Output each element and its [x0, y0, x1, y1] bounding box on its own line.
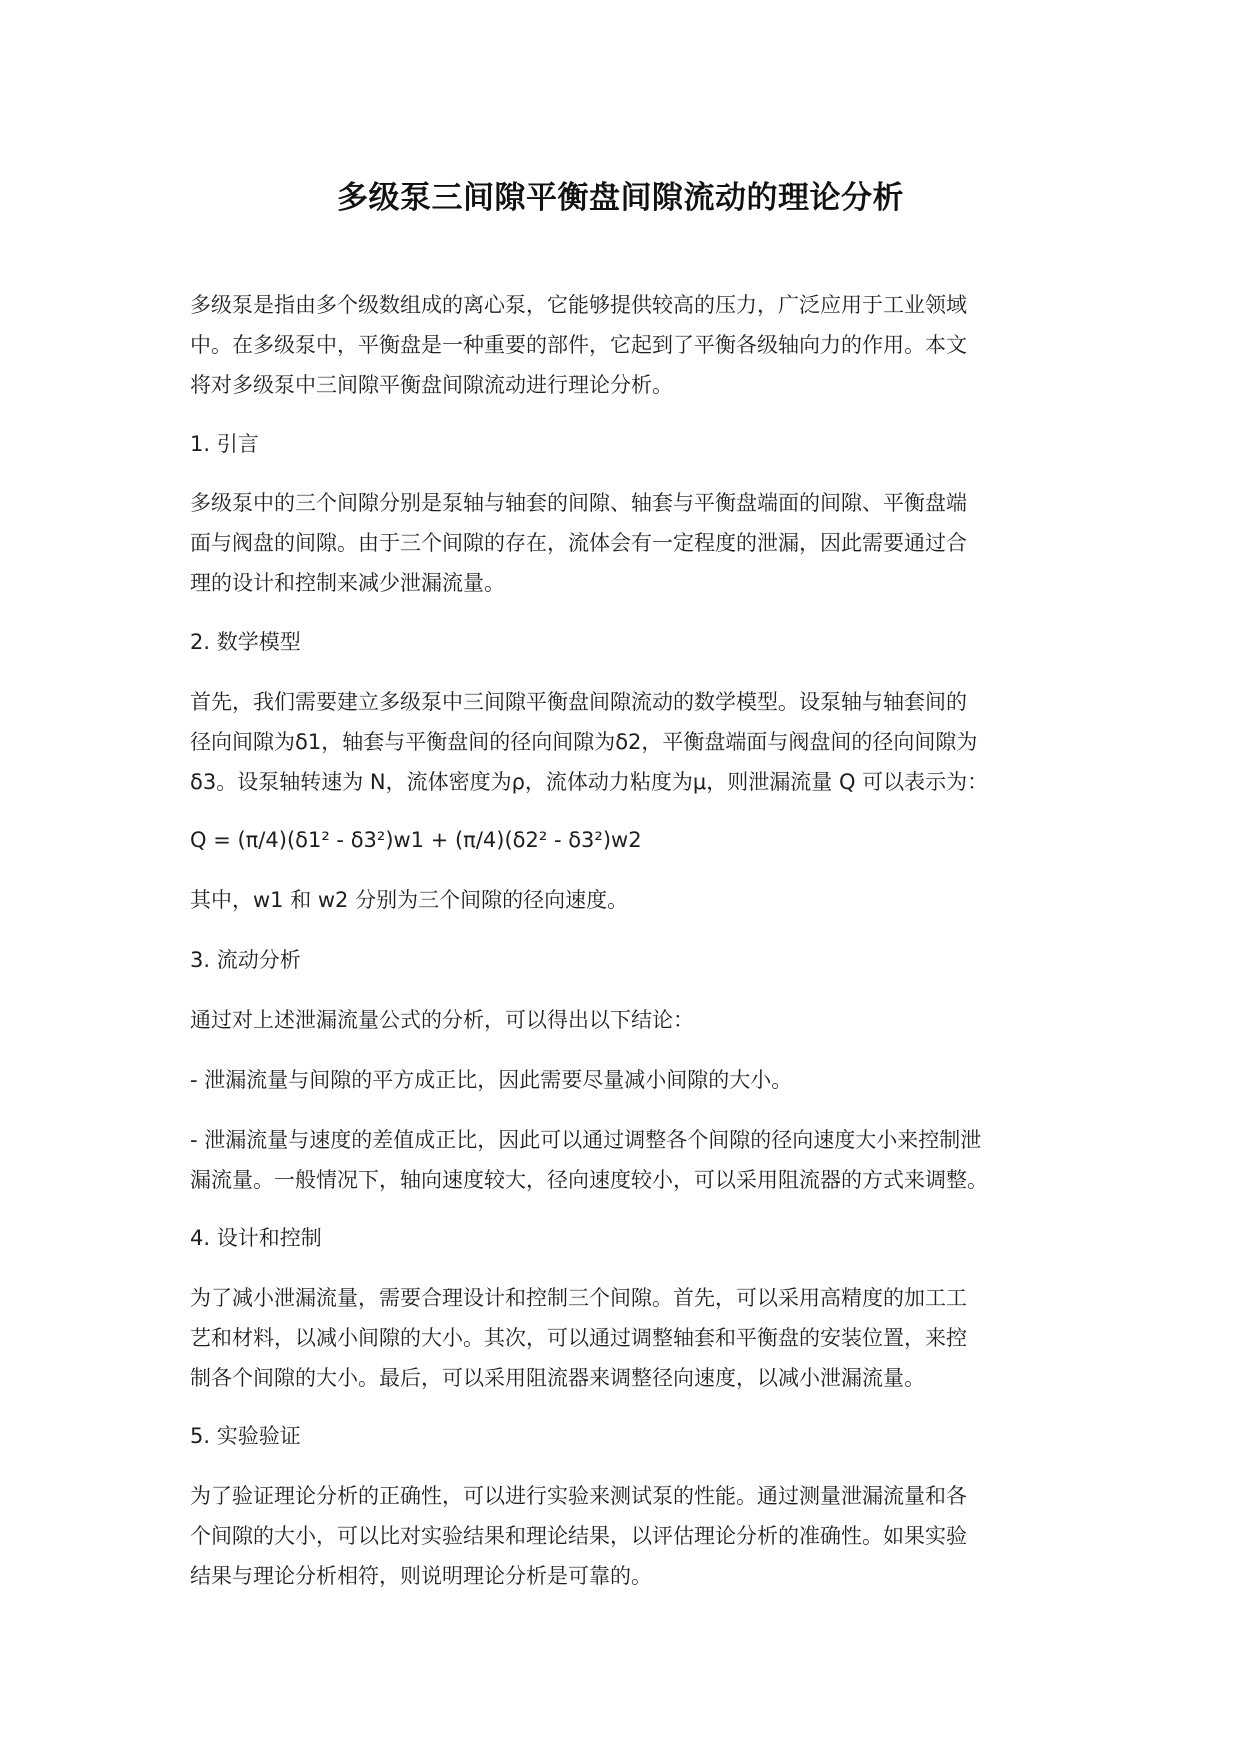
paragraph-line: 理的设计和控制来减少泄漏流量。: [190, 571, 505, 595]
section-2-paragraph: [190, 682, 1070, 802]
paragraph-line: 多级泵是指由多个级数组成的离心泵，它能够提供较高的压力，广泛应用于工业领域: [190, 293, 967, 317]
formula: [190, 820, 1070, 860]
section-1-paragraph: [190, 483, 1070, 603]
paragraph-line: 首先，我们需要建立多级泵中三间隙平衡盘间隙流动的数学模型。设泵轴与轴套间的: [190, 690, 967, 714]
section-heading-1: 1. 引言: [190, 432, 259, 456]
section-heading-2: 2. 数学模型: [190, 630, 301, 654]
paragraph-line: 多级泵中的三个间隙分别是泵轴与轴套的间隙、轴套与平衡盘端面的间隙、平衡盘端: [190, 491, 967, 515]
paragraph-line: 通过对上述泄漏流量公式的分析，可以得出以下结论：: [190, 1008, 694, 1032]
paragraph-line: 漏流量。一般情况下，轴向速度较大，径向速度较小，可以采用阻流器的方式来调整。: [190, 1168, 988, 1192]
section-5-paragraph: [190, 1476, 1070, 1596]
formula-line: Q = (π/4)(δ1² - δ3²)w1 + (π/4)(δ2² - δ3²)w2: [190, 828, 642, 852]
intro-paragraph: [190, 285, 1070, 405]
paragraph-line: 其中，w1 和 w2 分别为三个间隙的径向速度。: [190, 888, 629, 912]
section-heading-3: 3. 流动分析: [190, 948, 301, 972]
section-4-paragraph: [190, 1278, 1070, 1398]
paragraph-line: 面与阀盘的间隙。由于三个间隙的存在，流体会有一定程度的泄漏，因此需要通过合: [190, 531, 967, 555]
paragraph-line: 艺和材料，以减小间隙的大小。其次，可以通过调整轴套和平衡盘的安装位置，来控: [190, 1326, 967, 1350]
paragraph-line: 径向间隙为δ1，轴套与平衡盘间的径向间隙为δ2，平衡盘端面与阀盘间的径向间隙为: [190, 730, 978, 754]
section-heading-5: 5. 实验验证: [190, 1424, 301, 1448]
paragraph-line: 结果与理论分析相符，则说明理论分析是可靠的。: [190, 1564, 652, 1588]
paragraph-line: 将对多级泵中三间隙平衡盘间隙流动进行理论分析。: [190, 373, 673, 397]
section-3-paragraph: [190, 1000, 1070, 1040]
document-title: 多级泵三间隙平衡盘间隙流动的理论分析: [337, 180, 904, 216]
paragraph-line: 为了验证理论分析的正确性，可以进行实验来测试泵的性能。通过测量泄漏流量和各: [190, 1484, 967, 1508]
paragraph-line: 制各个间隙的大小。最后，可以采用阻流器来调整径向速度，以减小泄漏流量。: [190, 1366, 925, 1390]
section-heading-4: 4. 设计和控制: [190, 1226, 322, 1250]
paragraph-line: - 泄漏流量与间隙的平方成正比，因此需要尽量减小间隙的大小。: [190, 1068, 793, 1092]
section-2-note: [190, 880, 1070, 920]
bullet-item: [190, 1060, 1070, 1100]
bullet-item: [190, 1120, 1070, 1200]
paragraph-line: δ3。设泵轴转速为 N，流体密度为ρ，流体动力粘度为μ，则泄漏流量 Q 可以表示为：: [190, 770, 989, 794]
paragraph-line: 中。在多级泵中，平衡盘是一种重要的部件，它起到了平衡各级轴向力的作用。本文: [190, 333, 967, 357]
paragraph-line: 个间隙的大小，可以比对实验结果和理论结果，以评估理论分析的准确性。如果实验: [190, 1524, 967, 1548]
paragraph-line: - 泄漏流量与速度的差值成正比，因此可以通过调整各个间隙的径向速度大小来控制泄: [190, 1128, 982, 1152]
paragraph-line: 为了减小泄漏流量，需要合理设计和控制三个间隙。首先，可以采用高精度的加工工: [190, 1286, 967, 1310]
